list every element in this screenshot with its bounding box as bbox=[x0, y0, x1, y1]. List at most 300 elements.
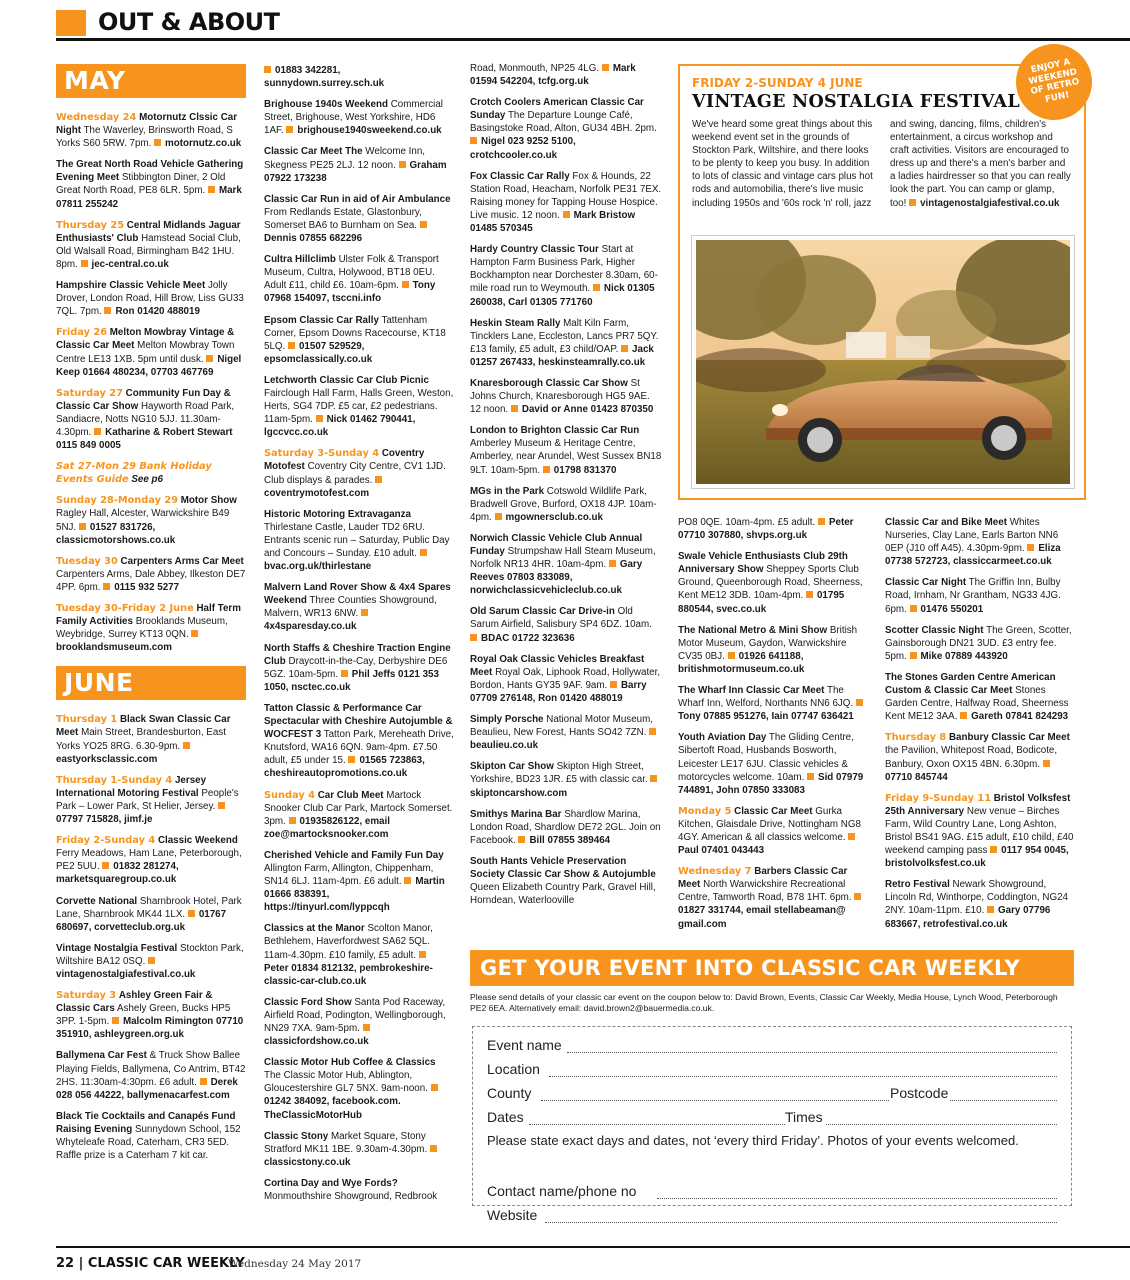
form-row-event-name bbox=[487, 1035, 1057, 1059]
event-name: Motornutz Clssic Car Night bbox=[56, 112, 238, 137]
event-listing bbox=[470, 760, 662, 799]
event-listing bbox=[264, 145, 454, 184]
event-details: Scolton Manor, Bethlehem, Haverfordwest SA62 5QL. 11am-4.30pm. £10 family, £5 adult. bbox=[264, 923, 433, 961]
event-listing bbox=[56, 460, 246, 486]
event-contact: Gareth 07841 824293 bbox=[960, 711, 1068, 722]
event-contact: Katharine & Robert Stewart 0115 849 0005 bbox=[56, 426, 233, 452]
event-name: Skipton Car Show bbox=[470, 761, 554, 773]
event-name: Cortina Day and Wye Fords? bbox=[264, 1177, 398, 1189]
event-date: Friday 2-Sunday 4 bbox=[56, 835, 156, 847]
event-name: Ballymena Car Fest bbox=[56, 1050, 147, 1062]
event-date: Wednesday 7 bbox=[678, 866, 752, 878]
event-contact: David or Anne 01423 870350 bbox=[511, 404, 653, 415]
event-listing bbox=[56, 494, 246, 546]
event-listing bbox=[678, 516, 870, 542]
event-contact: Barry 07709 276148, Ron 01420 488019 bbox=[470, 679, 647, 704]
event-details: Coventry City Centre, CV1 1JD. Club displays & parades. bbox=[264, 461, 446, 486]
event-contact: 01795 880544, svec.co.uk bbox=[678, 590, 845, 615]
event-name: Classic Weekend bbox=[157, 835, 238, 847]
feature-box bbox=[678, 64, 1086, 500]
event-details: Sheppey Sports Club Ground, Queenborough Road, Sheerness, Kent ME12 3DB. 10am-4pm. bbox=[678, 564, 863, 602]
events-column-2 bbox=[264, 64, 454, 1211]
event-listing bbox=[470, 170, 662, 235]
event-name: Classic Car Run in aid of Air Ambulance bbox=[264, 193, 451, 205]
event-name: Old Sarum Classic Car Drive-in bbox=[470, 606, 615, 618]
event-listing bbox=[470, 605, 662, 644]
event-name: Barbers Classic Car Meet bbox=[678, 866, 848, 891]
month-heading-may: MAY bbox=[56, 64, 246, 98]
month-heading-june: JUNE bbox=[56, 666, 246, 700]
event-details: The Wharf Inn, Welford, Northants NN6 6JQ. bbox=[678, 685, 854, 710]
event-listing bbox=[56, 1110, 246, 1162]
event-date: Friday 26 bbox=[56, 327, 108, 339]
event-contact: Ron 01420 488019 bbox=[104, 306, 199, 317]
event-details: Monmouthshire Showground, Redbrook bbox=[264, 1191, 438, 1203]
event-contact: Nigel Keep 01664 480234, 07703 467769 bbox=[56, 353, 242, 378]
event-name: Norwich Classic Vehicle Club Annual Funday bbox=[470, 532, 643, 557]
event-listing bbox=[264, 1177, 454, 1203]
event-name: Bristol Volksfest 25th Anniversary bbox=[885, 792, 1071, 817]
event-details: From Redlands Estate, Glastonbury, Somerset BA6 to Burnham on Sea. bbox=[264, 206, 422, 231]
location-line[interactable] bbox=[549, 1076, 1057, 1077]
event-listing bbox=[264, 508, 454, 573]
event-contact: Bill 07855 389464 bbox=[518, 835, 610, 846]
event-details: Fox & Hounds, 22 Station Road, Heacham, Norfolk PE31 7EX. Raising money for Tapping House Hospice. Live music. 12 noon. bbox=[470, 170, 662, 221]
event-contact: Dennis 07855 682296 bbox=[264, 220, 431, 244]
event-details: Newark Showground, Lincoln Rd, Winthorpe, Coddington, NG24 2NY. 10am-11pm. £10. bbox=[885, 879, 1068, 917]
event-name: The Wharf Inn Classic Car Meet bbox=[678, 685, 825, 697]
feature-body-text: We've heard some great things about this weekend event set in the grounds of Stockton Park, Wiltshire, and there looks to be plenty to keep you busy. In addition to lots of classic and vintage cars plus hot rods and automobilia, there's live music including 1950s and '60s rock 'n' roll, jazz and swing, dancing, films, children's entertainment, a circus workshop and craft activities. Visitors are encouraged to dress up and there's a men's barber and a ladies hairdresser so that you can really look the part. You can camp or glamp, too! bbox=[692, 119, 1071, 209]
event-listing bbox=[264, 193, 454, 245]
event-details: Shardlow Marina, London Road, Shardlow DE72 2GL. Join on Facebook. bbox=[470, 808, 661, 846]
form-note: Please state exact days and dates, not ‘every third Friday’. Photos of your events welcomed. bbox=[487, 1133, 1019, 1148]
event-contact: bvac.org.uk/thirlestane bbox=[264, 548, 431, 572]
event-date: Thursday 1 bbox=[56, 714, 118, 726]
website-label: Website bbox=[487, 1207, 538, 1223]
event-listing bbox=[264, 253, 454, 305]
event-contact: Martin 01666 838391, https://tinyurl.com/lyppcqh bbox=[264, 876, 445, 914]
event-details: Main Street, Brandesburton, East Yorks YO25 8RG. 6.30-9pm. bbox=[56, 727, 226, 752]
event-name: Heskin Steam Rally bbox=[470, 317, 561, 329]
event-contact: Jack 01257 267433, heskinsteamrally.co.uk bbox=[470, 343, 654, 368]
event-listing bbox=[264, 374, 454, 439]
event-listing bbox=[56, 158, 246, 210]
event-listing bbox=[470, 532, 662, 597]
event-date: Wednesday 24 bbox=[56, 112, 137, 123]
event-contact: Gary 07796 683667, retrofestival.co.uk bbox=[885, 905, 1051, 930]
feature-title: VINTAGE NOSTALGIA FESTIVAL bbox=[692, 92, 1020, 112]
event-details: Strumpshaw Hall Steam Museum, Norfolk NR13 4HR. 10am-4pm. bbox=[470, 546, 656, 571]
county-line[interactable] bbox=[541, 1100, 1057, 1101]
contact-label: Contact name/phone no bbox=[487, 1183, 637, 1199]
event-details: Jolly Drover, London Road, Hill Brow, Liss GU33 7QL. 7pm. bbox=[56, 280, 244, 318]
event-contact: eastyorksclassic.com bbox=[56, 741, 194, 765]
event-name: Cultra Hillclimb bbox=[264, 254, 336, 266]
contact-line[interactable] bbox=[657, 1198, 1057, 1199]
event-listing bbox=[264, 642, 454, 694]
event-listing bbox=[264, 1056, 454, 1121]
event-listing bbox=[56, 713, 246, 765]
form-row-dates bbox=[487, 1107, 1057, 1131]
section-title: OUT & ABOUT bbox=[98, 8, 280, 36]
event-listing bbox=[56, 111, 246, 150]
event-details: Hamstead Social Club, Old Walsall Road, Birmingham B42 1HU. 8pm. bbox=[56, 232, 241, 270]
event-details: Stones Garden Centre, Halfway Road, Sheerness Kent ME12 3AA. bbox=[885, 685, 1069, 723]
event-details: St Johns Church, Knaresborough HG5 9AE. 12 noon. bbox=[470, 377, 650, 416]
event-contact: Sid 07979 744891, John 07850 333083 bbox=[678, 771, 864, 796]
event-name-label: Event name bbox=[487, 1037, 562, 1053]
event-name: Classic Stony bbox=[264, 1130, 329, 1142]
events-column-4 bbox=[678, 516, 870, 939]
event-listing bbox=[885, 731, 1077, 783]
event-details: The Gliding Centre, Sibertoft Road, Husbands Bosworth, Leicester LE17 6JU. Classic vehicles & motorcycles welcome. 10am. bbox=[678, 732, 854, 783]
event-name: Classic Car Night bbox=[885, 577, 967, 589]
event-details: Road, Monmouth, NP25 4LG. bbox=[470, 63, 600, 74]
event-listing bbox=[678, 865, 870, 930]
event-contact: Mike 07889 443920 bbox=[910, 651, 1008, 662]
event-details: Market Square, Stony Stratford MK11 1BE. 9.30am-4.30pm. bbox=[264, 1130, 428, 1155]
event-contact: 01242 384092, facebook.com. TheClassicMotorHub bbox=[264, 1083, 442, 1120]
event-listing bbox=[264, 789, 454, 841]
event-listing bbox=[56, 602, 246, 654]
events-column-1 bbox=[56, 64, 246, 1170]
event-listing bbox=[885, 792, 1077, 871]
event-contact: Nick 01462 790441, lgccvcc.co.uk bbox=[264, 414, 416, 439]
event-details: The Classic Motor Hub, Ablington, Gloucestershire GL7 5NX. 9am-noon. bbox=[264, 1070, 428, 1095]
event-name: Classic Car Meet bbox=[734, 805, 813, 817]
events-column-5 bbox=[885, 516, 1077, 939]
event-name: Community Fun Day & Classic Car Show bbox=[56, 387, 231, 412]
event-name: South Hants Vehicle Preservation Society Classic Car Show & Autojumble bbox=[470, 855, 656, 880]
event-details: New venue – Birches Farm, Wild Country Lane, Long Ashton, Bristol BS41 9AG. £15 adult, £10 child, £40 weekend camping pass bbox=[885, 805, 1074, 857]
county-label: County bbox=[487, 1085, 532, 1101]
event-details: The Griffin Inn, Bulby Road, Irnham, Nr Grantham, NG33 4JG. 6pm. bbox=[885, 577, 1061, 615]
event-name: Car Club Meet bbox=[317, 789, 384, 801]
event-date: Tuesday 30 bbox=[56, 555, 118, 567]
event-contact: 01935826122, email zoe@martocksnooker.com bbox=[264, 815, 390, 840]
event-details: The Waverley, Brinsworth Road, S Yorks S60 5RW. 7pm. bbox=[56, 125, 233, 150]
event-listing bbox=[470, 424, 662, 476]
event-listing bbox=[470, 62, 662, 88]
event-listing bbox=[470, 485, 662, 524]
event-details: Ashely Green, Bucks HP5 3PP. 1-5pm. bbox=[56, 1003, 231, 1028]
event-name: Swale Vehicle Enthusiasts Club 29th Anniversary Show bbox=[678, 551, 848, 576]
event-contact: skiptoncarshow.com bbox=[470, 774, 661, 798]
coupon-instructions: Please send details of your classic car event on the coupon below to: David Brown, Events, Classic Car Weekly, Media House, Lynch Wood, Peterborough PE2 6EA. Alternatively email: david.brown2@bauermedia.co.uk. bbox=[470, 992, 1058, 1013]
event-details: North Warwickshire Recreational Centre, Tamworth Road, B78 1HT. 6pm. bbox=[678, 879, 852, 904]
event-listing bbox=[678, 731, 870, 796]
event-date: Sat 27-Mon 29 Bank Holiday Events Guide bbox=[56, 461, 212, 486]
event-details: Stockton Park, Wiltshire BA12 0SQ. bbox=[56, 942, 244, 967]
event-name: Melton Mowbray Vintage & Classic Car Meet bbox=[56, 327, 235, 352]
event-date: Sunday 4 bbox=[264, 789, 315, 801]
page-footer bbox=[56, 1246, 1130, 1276]
event-name: Black Tie Cocktails and Canapés Fund Raising Evening bbox=[56, 1110, 236, 1135]
event-listing bbox=[56, 387, 246, 452]
event-details: Ulster Folk & Transport Museum, Cultra, Holywood, BT18 0EU. Adult £11, child £6. 10am-6pm. bbox=[264, 254, 439, 292]
event-name: Jersey International Motoring Festival bbox=[56, 774, 207, 799]
event-date: Saturday 3-Sunday 4 bbox=[264, 448, 380, 460]
event-contact: classicfordshow.co.uk bbox=[264, 1023, 374, 1047]
event-listing bbox=[264, 314, 454, 366]
event-name: Banbury Classic Car Meet bbox=[948, 732, 1070, 744]
event-details: The Departure Lounge Café, Basingstoke Road, Alton, GU34 4BH. 2pm. bbox=[470, 110, 657, 135]
location-label: Location bbox=[487, 1061, 540, 1077]
event-contact: 01827 331744, email stellabeaman@ gmail.com bbox=[678, 892, 865, 929]
event-name: Brighouse 1940s Weekend bbox=[264, 99, 388, 111]
event-contact: Nigel 023 9252 5100, crotchcooler.co.uk bbox=[470, 136, 576, 161]
event-listing bbox=[264, 64, 454, 90]
event-contact: Nick 01305 260038, Carl 01305 771760 bbox=[470, 283, 655, 308]
event-listing bbox=[56, 326, 246, 378]
event-contact: brighouse1940sweekend.co.uk bbox=[286, 125, 441, 136]
event-listing bbox=[264, 447, 454, 499]
event-details: Fairclough Hall Farm, Halls Green, Weston, Herts, SG4 7DP. £5 car, £2 pedestrians. 11am-5pm. bbox=[264, 387, 454, 426]
event-listing bbox=[885, 624, 1077, 663]
event-details: Malt Kiln Farm, Tincklers Lane, Eccleston, Lancs PR7 5QY. £13 family, £5 adult, £3 child/OAP. bbox=[470, 317, 659, 355]
event-name: Royal Oak Classic Vehicles Breakfast Meet bbox=[470, 653, 645, 678]
event-listing bbox=[264, 922, 454, 987]
event-contact: Graham 07922 173238 bbox=[264, 159, 447, 184]
event-name: Classic Car and Bike Meet bbox=[885, 517, 1007, 528]
form-row-website bbox=[487, 1205, 1057, 1229]
times-label: Times bbox=[785, 1109, 823, 1125]
event-listing bbox=[678, 684, 870, 723]
event-date: Thursday 8 bbox=[885, 732, 947, 744]
page-number-masthead: 22 | CLASSIC CAR WEEKLY bbox=[56, 1256, 245, 1271]
website-line[interactable] bbox=[545, 1222, 1057, 1223]
event-date: Sunday 28-Monday 29 bbox=[56, 495, 179, 507]
event-details: Skipton High Street, Yorkshire, BD23 1JR. £5 with classic car. bbox=[470, 761, 648, 786]
event-name: Youth Aviation Day bbox=[678, 732, 767, 744]
event-name: Corvette National bbox=[56, 895, 138, 907]
event-listing bbox=[470, 653, 662, 705]
feature-contact: vintagenostalgiafestival.co.uk bbox=[909, 198, 1059, 209]
event-contact: 0115 932 5277 bbox=[103, 582, 179, 593]
event-name: Coventry Motofest bbox=[264, 448, 425, 473]
event-contact: Peter 01834 812132, pembrokeshire-classic-car-club.co.uk bbox=[264, 950, 433, 987]
event-listing bbox=[885, 516, 1077, 568]
event-details: Three Counties Showground, Malvern, WR13 6NW. bbox=[264, 595, 437, 620]
event-date: Tuesday 30-Friday 2 June bbox=[56, 603, 194, 614]
event-name: Retro Festival bbox=[885, 879, 950, 891]
event-contact: beaulieu.co.uk bbox=[470, 727, 660, 751]
event-name: Central Midlands Jaguar Enthusiasts' Club bbox=[56, 219, 241, 244]
event-date: Thursday 25 bbox=[56, 219, 125, 231]
event-details: Start at Hampton Farm Business Park, Higher Bockhampton near Dorchester 8.30am, 60-mile road run to Weymouth. bbox=[470, 244, 658, 295]
form-row-location bbox=[487, 1059, 1057, 1083]
event-contact: 01926 641188, britishmotormuseum.co.uk bbox=[678, 650, 805, 675]
event-listing bbox=[264, 996, 454, 1048]
event-listing bbox=[56, 774, 246, 826]
event-name: Scotter Classic Night bbox=[885, 624, 984, 636]
issue-date: Wednesday 24 May 2017 bbox=[228, 1258, 362, 1270]
event-listing bbox=[885, 671, 1077, 723]
event-contact: BDAC 01722 323636 bbox=[470, 633, 575, 644]
event-details: Santa Pod Raceway, Airfield Road, Podington, Wellingborough, NN29 7XA. 9am-5pm. bbox=[264, 996, 446, 1034]
event-details: Sunnydown School, 152 Whyteleafe Road, Caterham, CR3 5ED. Raffle prize is a Caterham 7 kit car. bbox=[56, 1123, 241, 1162]
page-header bbox=[56, 8, 1130, 38]
feature-body bbox=[692, 118, 1072, 210]
event-contact: Mark Bristow 01485 570345 bbox=[470, 209, 636, 235]
event-contact: 07710 845744 bbox=[885, 759, 1054, 783]
event-details: Tattenham Corner, Epsom Downs Racecourse, KT18 5LQ. bbox=[264, 314, 446, 352]
event-contact: 0117 954 0045, bristolvolksfest.co.uk bbox=[885, 845, 1069, 870]
event-contact: 01798 831370 bbox=[543, 465, 617, 476]
event-name: North Staffs & Cheshire Traction Engine Club bbox=[264, 642, 451, 667]
event-name: Epsom Classic Car Rally bbox=[264, 314, 379, 326]
event-contact: Tony 07885 951276, Iain 07747 636421 bbox=[678, 698, 867, 722]
event-listing bbox=[470, 713, 662, 752]
event-contact: 4x4sparesday.co.uk bbox=[264, 608, 372, 632]
event-name: Vintage Nostalgia Festival bbox=[56, 942, 178, 954]
event-details: Martock Snooker Club Car Park, Martock Somerset. 3pm. bbox=[264, 789, 453, 827]
event-name: Classics at the Manor bbox=[264, 923, 365, 935]
feature-kicker: FRIDAY 2-SUNDAY 4 JUNE bbox=[692, 76, 863, 90]
feature-photo-vintage-car bbox=[692, 236, 1074, 488]
event-details: Old Sarum Airfield, Salisbury SP4 6DZ. 10am. bbox=[470, 606, 652, 631]
event-listing bbox=[470, 808, 662, 847]
event-date: Saturday 27 bbox=[56, 387, 123, 399]
event-contact: Mark 07811 255242 bbox=[56, 185, 242, 210]
event-name: Tatton Classic & Performance Car Spectacular with Cheshire Autojumble & WOCFEST 3 bbox=[264, 702, 453, 741]
event-details: Thirlestane Castle, Lauder TD2 6RU. Entrants scenic run – Saturday, Public Day and Concours – Sunday. £10 adult. bbox=[264, 521, 450, 559]
event-details: The Green, Scotter, Gainsborough DN21 3UD. £3 entry fee. 5pm. bbox=[885, 624, 1072, 662]
event-contact: Tony 07968 154097, tsccni.info bbox=[264, 280, 436, 305]
event-contact: 01767 680697, corvetteclub.org.uk bbox=[56, 908, 227, 933]
event-name: Classic Ford Show bbox=[264, 996, 352, 1008]
event-listing bbox=[885, 576, 1077, 615]
event-name: See p6 bbox=[131, 474, 163, 486]
postcode-label: Postcode bbox=[890, 1085, 949, 1101]
event-name: Motor Show bbox=[180, 495, 237, 507]
event-contact: 01832 281274, marketsquaregroup.co.uk bbox=[56, 861, 179, 886]
event-name: Historic Motoring Extravaganza bbox=[264, 508, 411, 520]
car-photo-illustration bbox=[696, 240, 1070, 484]
event-listing bbox=[56, 279, 246, 318]
event-details: Queen Elizabeth Country Park, Gravel Hill, Horndean, Waterlooville bbox=[470, 882, 656, 907]
footer-rule bbox=[56, 1246, 1130, 1248]
event-name: Ashley Green Fair & Classic Cars bbox=[56, 990, 213, 1015]
event-details: Tatton Park, Mereheath Drive, Knutsford, WA16 6QN. 9am-4pm. £7.50 adult, £5 under 15. bbox=[264, 729, 454, 767]
event-listing bbox=[264, 98, 454, 137]
event-contact: 07797 715828, jimf.je bbox=[56, 801, 229, 825]
event-date: Saturday 3 bbox=[56, 990, 117, 1002]
event-details: Amberley Museum & Heritage Centre, Amberley, near Arundel, West Sussex BN18 9LT. 10am-5pm. bbox=[470, 438, 662, 476]
event-listing bbox=[470, 317, 662, 369]
event-contact: Eliza 07738 572723, classiccarmeet.co.uk bbox=[885, 543, 1061, 568]
event-details: British Motor Museum, Gaydon, Warwickshire CV35 0BJ. bbox=[678, 624, 858, 662]
event-name: Classic Car Meet The bbox=[264, 146, 363, 158]
event-contact: Paul 07401 043443 bbox=[678, 832, 859, 856]
event-listing bbox=[264, 581, 454, 633]
event-name: Simply Porsche bbox=[470, 714, 544, 726]
event-contact: mgownersclub.co.uk bbox=[495, 512, 603, 523]
event-details: Allington Farm, Allington, Chippenham, SN14 6LJ. 11am-4pm. £6 adult. bbox=[264, 862, 434, 888]
event-name: Classic Motor Hub Coffee & Classics bbox=[264, 1057, 436, 1069]
dates-label: Dates bbox=[487, 1109, 524, 1125]
event-listing bbox=[264, 702, 454, 781]
event-listing bbox=[56, 1049, 246, 1101]
event-contact: Mark 01594 542204, tcfg.org.uk bbox=[470, 63, 636, 88]
event-details: Gurka Kitchen, Glaisdale Drive, Nottingham NG8 4GY. American & all classics welcome. bbox=[678, 805, 861, 843]
event-name-line[interactable] bbox=[567, 1052, 1057, 1053]
event-listing bbox=[56, 942, 246, 981]
event-contact: coventrymotofest.com bbox=[264, 475, 386, 499]
event-contact: Peter 07710 307880, shvps.org.uk bbox=[678, 517, 854, 542]
event-details: Carpenters Arms, Dale Abbey, Ilkeston DE7 4PP. 6pm. bbox=[56, 568, 246, 593]
event-details: Hayworth Road Park, Sandiacre, Notts NG10 5JJ. 11.30am-4.30pm. bbox=[56, 400, 235, 438]
event-details: & Truck Show Ballee Playing Fields, Ballymena, Co Antrim, BT42 2HS. 11:30am-4:30pm. £6 adult. bbox=[56, 1050, 246, 1088]
event-listing bbox=[56, 989, 246, 1041]
event-name: Cherished Vehicle and Family Fun Day bbox=[264, 849, 444, 861]
event-listing bbox=[470, 96, 662, 161]
event-details: Stibbington Diner, 2 Old Great North Road, PE8 6LR. 5pm. bbox=[56, 172, 226, 197]
event-details: PO8 0QE. 10am-4pm. £5 adult. bbox=[678, 517, 816, 528]
event-details: People's Park – Lower Park, St Helier, Jersey. bbox=[56, 787, 239, 812]
submit-event-coupon bbox=[470, 950, 1074, 1223]
event-listing bbox=[470, 377, 662, 416]
event-name: Carpenters Arms Car Meet bbox=[120, 555, 244, 567]
event-name: Crotch Coolers American Classic Car Sunday bbox=[470, 97, 644, 122]
event-listing bbox=[885, 878, 1077, 930]
coupon-title: GET YOUR EVENT INTO CLASSIC CAR WEEKLY bbox=[470, 950, 1074, 986]
event-listing bbox=[470, 243, 662, 308]
event-date: Monday 5 bbox=[678, 805, 732, 817]
event-name: Knaresborough Classic Car Show bbox=[470, 377, 628, 389]
event-name: Fox Classic Car Rally bbox=[470, 170, 570, 182]
event-listing bbox=[678, 624, 870, 676]
event-details: Brooklands Museum, Weybridge, Surrey KT13 0QN. bbox=[56, 616, 228, 641]
event-details: Royal Oak, Liphook Road, Hollywater, Bordon, Hants GY35 9AF. 9am. bbox=[470, 666, 661, 691]
event-contact: Malcolm Rimington 07710 351910, ashleygreen.org.uk bbox=[56, 1016, 244, 1041]
event-date: Friday 9-Sunday 11 bbox=[885, 792, 992, 804]
event-contact: Gary Reeves 07803 833089, norwichclassicvehicleclub.co.uk bbox=[470, 559, 643, 597]
event-name: MGs in the Park bbox=[470, 485, 545, 497]
header-rule bbox=[56, 38, 1130, 41]
event-contact: 01527 831726, classicmotorshows.co.uk bbox=[56, 521, 176, 546]
event-name: The National Metro & Mini Show bbox=[678, 624, 828, 636]
event-listing bbox=[56, 219, 246, 271]
event-listing bbox=[264, 1130, 454, 1169]
event-details: Commercial Street, Brighouse, West Yorkshire, HD6 1AF. bbox=[264, 99, 443, 137]
event-details: Ragley Hall, Alcester, Warwickshire B49 5NJ. bbox=[56, 508, 230, 533]
form-row-county bbox=[487, 1083, 1057, 1107]
event-details: the Pavilion, Whitepost Road, Bodicote, Banbury, Oxon OX15 4BN. 6.30pm. bbox=[885, 745, 1058, 770]
header-accent-square bbox=[56, 10, 86, 36]
event-contact: classicstony.co.uk bbox=[264, 1144, 441, 1168]
form-row-contact bbox=[487, 1181, 1057, 1205]
event-contact: brooklandsmuseum.com bbox=[56, 629, 202, 653]
event-contact: 01507 529529, epsomclassically.co.uk bbox=[264, 340, 373, 365]
event-details: Melton Mowbray Town Centre LE13 1XB. 5pm until dusk. bbox=[56, 340, 235, 365]
event-listing bbox=[56, 895, 246, 934]
event-contact: Phil Jeffs 0121 353 1050, nsctec.co.uk bbox=[264, 668, 439, 693]
event-contact: 01883 342281, sunnydown.surrey.sch.uk bbox=[264, 65, 385, 90]
event-details: Sharnbrook Hotel, Park Lane, Sharnbrook MK44 1LX. bbox=[56, 895, 242, 920]
events-column-3 bbox=[470, 62, 662, 915]
event-details: Draycott-in-the-Cay, Derbyshire DE6 5GZ. 10am-5pm. bbox=[264, 655, 448, 680]
event-listing bbox=[470, 855, 662, 907]
event-listing bbox=[678, 805, 870, 857]
event-name: Half Term Family Activities bbox=[56, 603, 241, 628]
event-date: Thursday 1-Sunday 4 bbox=[56, 774, 173, 786]
event-listing bbox=[264, 849, 454, 914]
coupon-form bbox=[472, 1026, 1072, 1223]
event-name: London to Brighton Classic Car Run bbox=[470, 425, 640, 437]
event-contact: 01565 723863, cheshireautopromotions.co.uk bbox=[264, 755, 425, 780]
event-name: Malvern Land Rover Show & 4x4 Spares Weekend bbox=[264, 582, 451, 607]
